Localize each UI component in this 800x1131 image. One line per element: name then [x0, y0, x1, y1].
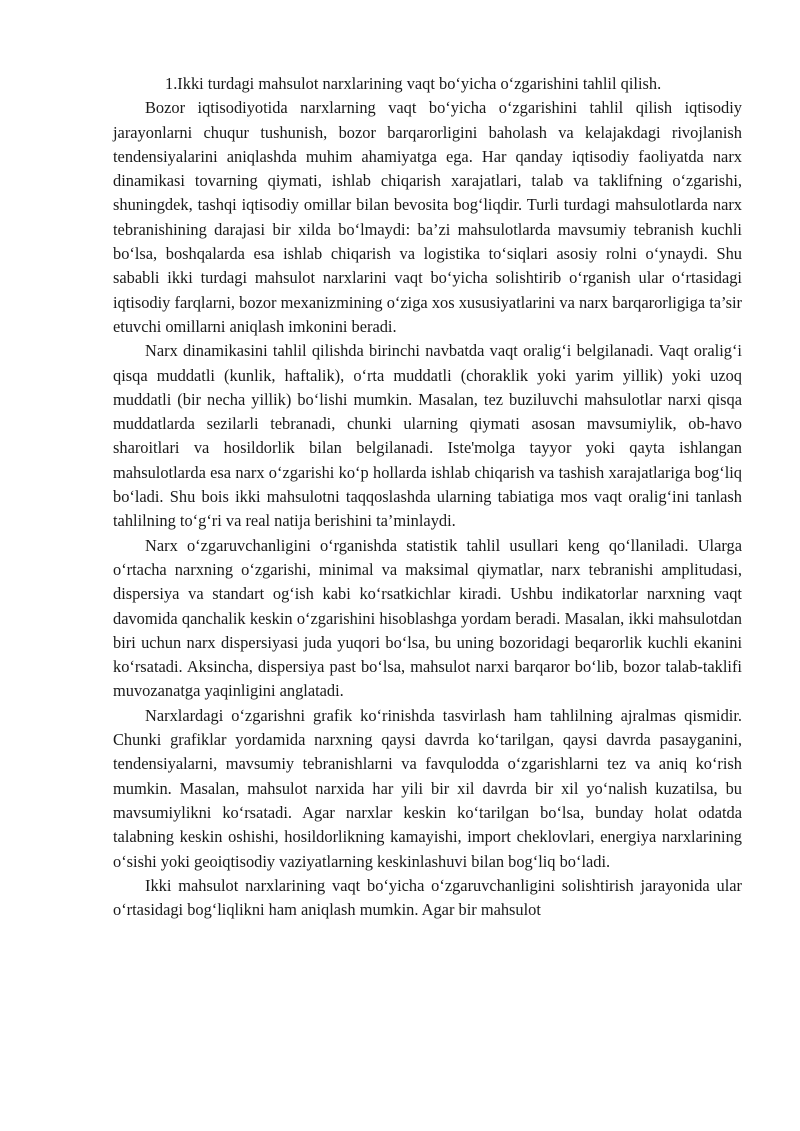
paragraph-time-interval: Narx dinamikasini tahlil qilishda birinchi navbatda vaqt oralig‘i belgilanadi. Vaqt oralig‘i qisqa muddatli (kunlik, haftalik), o‘rta muddatli (choraklik yoki yarim yillik) yoki uzoq muddatli (bir necha yillik) bo‘lishi mumkin. Masalan, tez buziluvchi mahsulotlar narxi qisqa muddatlarda sezilarli tebranadi, chunki ularning qiymati asosan mavsumiylik, ob-havo sharoitlari va hosildorlik bilan belgilanadi. Iste'molga tayyor yoki qayta ishlangan mahsulotlarda esa narx o‘zgarishi ko‘p hollarda ishlab chiqarish va tashish xarajatlariga bog‘liq bo‘ladi. Shu bois ikki mahsulotni taqqoslashda ularning tabiatiga mos vaqt oralig‘ini tanlash tahlilning to‘g‘ri va real natija berishini ta’minlaydi. [113, 341, 742, 531]
paragraph-comparison: Ikki mahsulot narxlarining vaqt bo‘yicha o‘zgaruvchanligini solishtirish jarayonida ular o‘rtasidagi bog‘liqlikni ham aniqlash mumkin. Agar bir mahsulot [113, 875, 742, 920]
document-page [113, 72, 742, 922]
section-heading: 1.Ikki turdagi mahsulot narxlarining vaqt bo‘yicha o‘zgarishini tahlil qilish. [165, 74, 662, 93]
paragraph-statistical-methods: Narx o‘zgaruvchanligini o‘rganishda statistik tahlil usullari keng qo‘llaniladi. Ularga o‘rtacha narxning o‘zgarishi, minimal va maksimal qiymatlar, narx tebranishi amplitudasi, dispersiya va standart og‘ish kabi ko‘rsatkichlar kiradi. Ushbu indikatorlar narxning vaqt davomida qanchalik keskin o‘zgarishini hisoblashga yordam beradi. Masalan, ikki mahsulotdan biri uchun narx dispersiyasi juda yuqori bo‘lsa, bu uning bozoridagi beqarorlik kuchli ekanini ko‘rsatadi. Aksincha, dispersiya past bo‘lsa, mahsulot narxi barqaror bo‘lib, bozor talab-taklifi muvozanatga yaqinligini anglatadi. [113, 535, 742, 701]
paragraph-intro: Bozor iqtisodiyotida narxlarning vaqt bo‘yicha o‘zgarishini tahlil qilish iqtisodiy jarayonlarni chuqur tushunish, bozor barqarorligini baholash va kelajakdagi rivojlanish tendensiyalarini aniqlashda muhim ahamiyatga ega. Har qanday iqtisodiy faoliyatda narx dinamikasi tovarning qiymati, ishlab chiqarish xarajatlari, talab va taklifning o‘zgarishi, shuningdek, tashqi iqtisodiy omillar bilan bevosita bog‘liqdir. Turli turdagi mahsulotlarda narx tebranishining darajasi bir xilda bo‘lmaydi: ba’zi mahsulotlarda mavsumiy tebranish kuchli bo‘lsa, boshqalarda esa ishlab chiqarish va logistika to‘siqlari asosiy rolni o‘ynaydi. Shu sababli ikki turdagi mahsulot narxlarini vaqt bo‘yicha solishtirib o‘rganish ular o‘rtasidagi iqtisodiy farqlarni, bozor mexanizmining o‘ziga xos xususiyatlarini va narx barqarorligiga ta’sir etuvchi omillarni aniqlash imkonini beradi. [113, 98, 742, 336]
paragraph-graphical-analysis: Narxlardagi o‘zgarishni grafik ko‘rinishda tasvirlash ham tahlilning ajralmas qismidir. Chunki grafiklar yordamida narxning qaysi davrda ko‘tarilgan, qaysi davrda pasayganini, tendensiyalarni, mavsumiy tebranishlarni va favqulodda o‘zgarishlarni tez va aniq ko‘rish mumkin. Masalan, mahsulot narxida har yili bir xil davrda bir xil yo‘nalish kuzatilsa, bu mavsumiylikni ko‘rsatadi. Agar narxlar keskin ko‘tarilgan bo‘lsa, bunday holat odatda talabning keskin oshishi, hosildorlikning kamayishi, import cheklovlari, energiya narxlarining o‘sishi yoki geoiqtisodiy vaziyatlarning keskinlashuvi bilan bog‘liq bo‘ladi. [113, 705, 742, 871]
